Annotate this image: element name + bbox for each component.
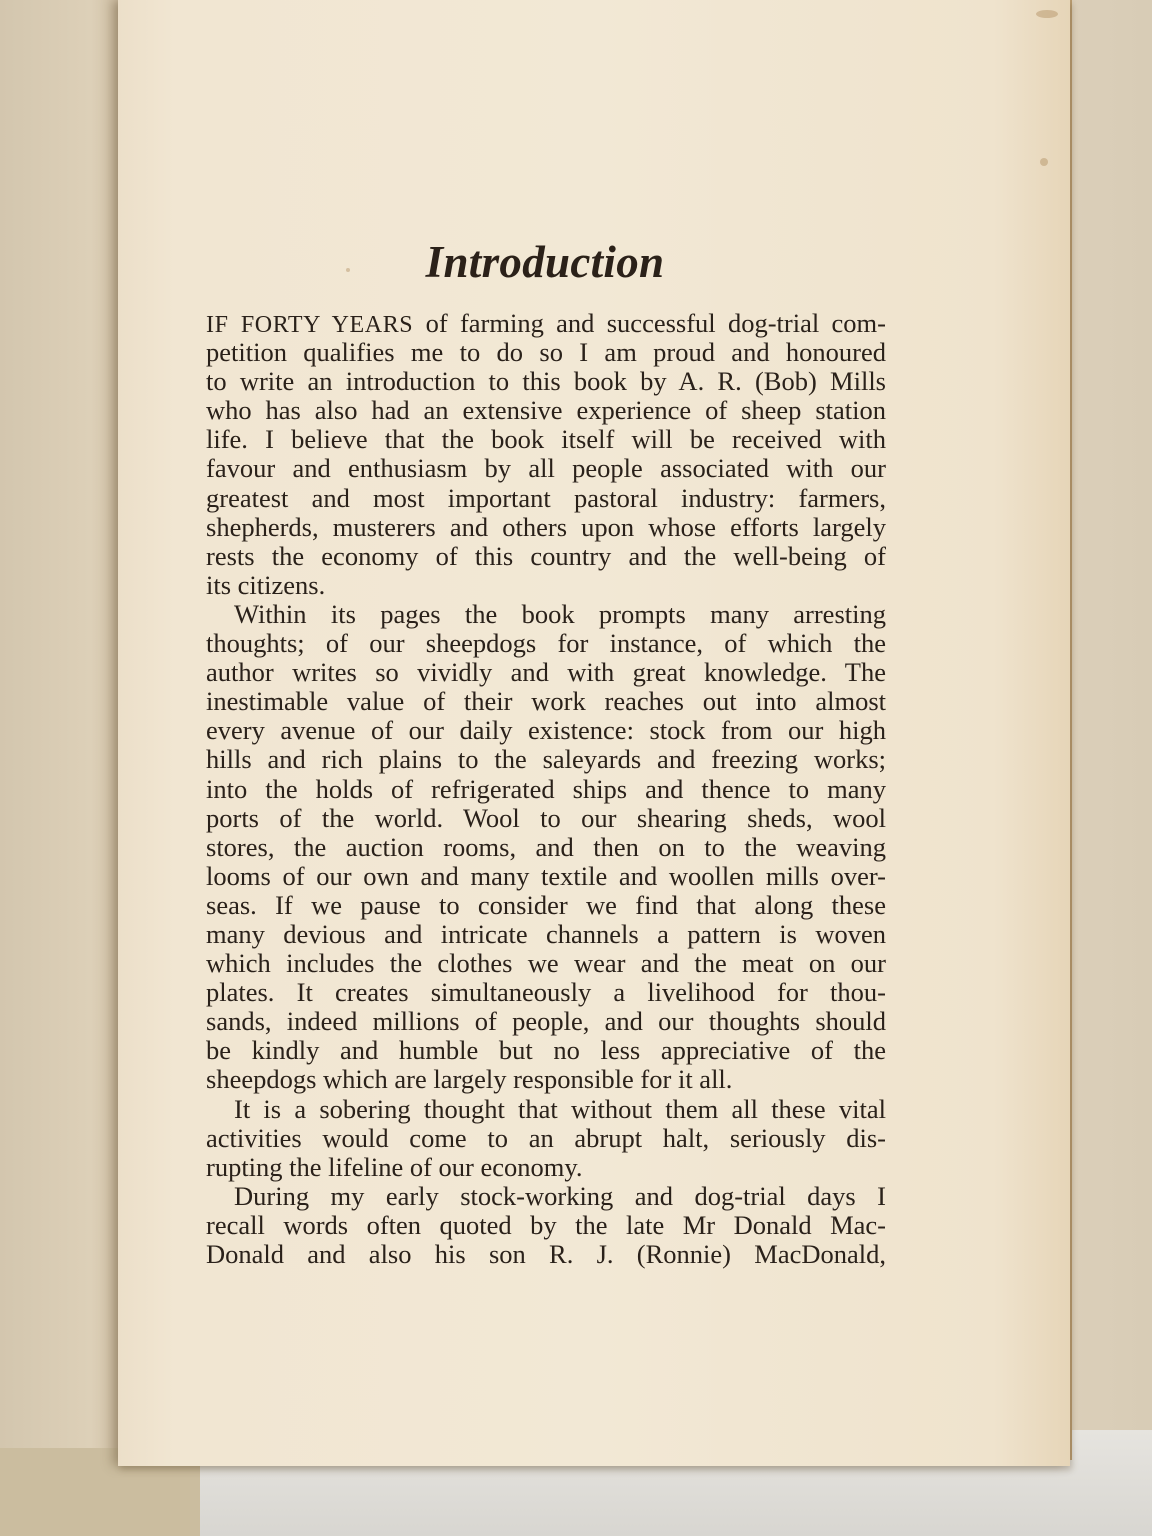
- text-line: rests the economy of this country and the well-being of: [206, 540, 886, 571]
- text-line: author writes so vividly and with great knowledge. The: [206, 657, 886, 688]
- book-cover-edge: [0, 0, 130, 1536]
- paragraph-1: [206, 309, 886, 600]
- text-line: greatest and most important pastoral industry: farmers,: [206, 482, 886, 513]
- foxing-spot: [1040, 158, 1048, 166]
- text-line: stores, the auction rooms, and then on to the weaving: [206, 831, 886, 862]
- page-title: Introduction: [425, 237, 665, 287]
- text-line: thoughts; of our sheepdogs for instance, of which the: [206, 628, 886, 659]
- text-line: shepherds, musterers and others upon whose efforts largely: [206, 511, 886, 542]
- text-line: During my early stock-working and dog-trial days I: [234, 1180, 886, 1211]
- text-line: plates. It creates simultaneously a livelihood for thou-: [206, 977, 886, 1008]
- body-text: [206, 309, 886, 1269]
- text-line: inestimable value of their work reaches out into almost: [206, 686, 886, 717]
- text-line: many devious and intricate channels a pattern is woven: [206, 918, 886, 949]
- text-line: looms of our own and many textile and woollen mills over-: [206, 860, 886, 891]
- text-line: its citizens.: [206, 569, 326, 600]
- text-line: into the holds of refrigerated ships and thence to many: [206, 773, 886, 804]
- text-line: rupting the lifeline of our economy.: [206, 1151, 583, 1182]
- text-line: to write an introduction to this book by A. R. (Bob) Mills: [206, 366, 886, 397]
- paragraph-3: [206, 1095, 886, 1182]
- text-line: every avenue of our daily existence: stock from our high: [206, 715, 886, 746]
- text-line: ports of the world. Wool to our shearing sheds, wool: [206, 802, 886, 833]
- text-line: activities would come to an abrupt halt, seriously dis-: [206, 1122, 886, 1153]
- text-line: sands, indeed millions of people, and our thoughts should: [206, 1006, 886, 1037]
- text-line: sheepdogs which are largely responsible for it all.: [206, 1064, 733, 1095]
- text-line: favour and enthusiasm by all people associated with our: [206, 453, 886, 484]
- text-line: who has also had an extensive experience of sheep station: [206, 395, 886, 426]
- text-line: recall words often quoted by the late Mr Donald Mac-: [206, 1209, 886, 1240]
- text-line: seas. If we pause to consider we find that along these: [206, 889, 886, 920]
- text-line: hills and rich plains to the saleyards and freezing works;: [206, 744, 886, 775]
- text-line: which includes the clothes we wear and the meat on our: [206, 948, 886, 979]
- paragraph-2: [206, 600, 886, 1095]
- text-line: It is a sobering thought that without them all these vital: [234, 1093, 886, 1124]
- text-line: IF FORTY YEARS of farming and successful dog-trial com-: [206, 308, 886, 338]
- lead-in-small-caps: IF FORTY YEARS: [206, 312, 414, 338]
- text-line: life. I believe that the book itself will be received with: [206, 424, 886, 455]
- text-line: Donald and also his son R. J. (Ronnie) MacDonald,: [206, 1239, 886, 1269]
- paragraph-4: [206, 1182, 886, 1269]
- text-line: Within its pages the book prompts many arresting: [234, 598, 886, 629]
- text-line: petition qualifies me to do so I am proud and honoured: [206, 337, 886, 368]
- foxing-spot: [1036, 10, 1058, 18]
- text-line: be kindly and humble but no less appreciative of the: [206, 1035, 886, 1066]
